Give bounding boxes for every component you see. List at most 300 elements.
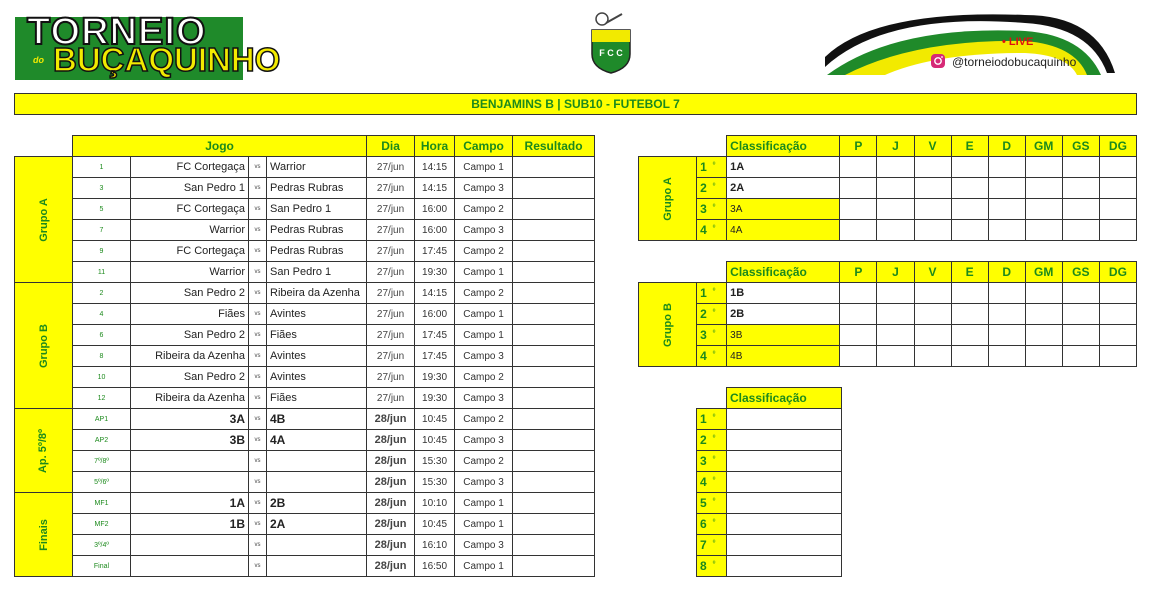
logo-small: do bbox=[33, 55, 44, 65]
game-time: 16:00 bbox=[415, 199, 455, 220]
stat-cell bbox=[1025, 220, 1062, 241]
stat-cell bbox=[1062, 304, 1099, 325]
home-team bbox=[131, 535, 249, 556]
position-cell bbox=[697, 493, 727, 514]
game-result[interactable] bbox=[513, 220, 595, 241]
ordinal-mark: º bbox=[712, 519, 716, 526]
team-name bbox=[727, 535, 842, 556]
away-team: San Pedro 1 bbox=[267, 262, 367, 283]
game-id: Final bbox=[73, 556, 131, 577]
away-team bbox=[267, 556, 367, 577]
stat-cell bbox=[877, 199, 914, 220]
game-id: MF1 bbox=[73, 493, 131, 514]
stat-cell bbox=[1099, 346, 1136, 367]
away-team: San Pedro 1 bbox=[267, 199, 367, 220]
home-team: San Pedro 2 bbox=[131, 283, 249, 304]
game-field: Campo 3 bbox=[455, 220, 513, 241]
home-team: Fiães bbox=[131, 304, 249, 325]
stat-cell bbox=[1062, 178, 1099, 199]
team-name: 2B bbox=[727, 304, 840, 325]
game-time: 10:10 bbox=[415, 493, 455, 514]
vs-label: vs bbox=[249, 388, 267, 409]
header-classificacao: Classificação bbox=[727, 262, 840, 283]
header-d: D bbox=[988, 262, 1025, 283]
game-id: 11 bbox=[73, 262, 131, 283]
game-field: Campo 1 bbox=[455, 493, 513, 514]
stat-cell bbox=[1025, 325, 1062, 346]
table-row bbox=[15, 367, 595, 388]
game-time: 15:30 bbox=[415, 472, 455, 493]
standings-table-group-b bbox=[638, 261, 1137, 367]
club-crest-icon bbox=[588, 10, 634, 74]
home-team: 3B bbox=[131, 430, 249, 451]
table-row bbox=[15, 199, 595, 220]
ordinal-mark: º bbox=[712, 288, 716, 295]
logo-line1: TORNEIO bbox=[27, 11, 207, 53]
game-field: Campo 2 bbox=[455, 283, 513, 304]
stat-cell bbox=[840, 346, 877, 367]
header-spacer bbox=[697, 136, 727, 157]
ordinal-mark: º bbox=[712, 561, 716, 568]
table-row bbox=[15, 241, 595, 262]
ordinal-mark: º bbox=[712, 498, 716, 505]
away-team: Avintes bbox=[267, 367, 367, 388]
game-result[interactable] bbox=[513, 346, 595, 367]
stat-cell bbox=[840, 220, 877, 241]
team-name: 3A bbox=[727, 199, 840, 220]
game-time: 14:15 bbox=[415, 157, 455, 178]
header-p: P bbox=[840, 136, 877, 157]
group-label-text: Grupo B bbox=[37, 323, 50, 368]
stat-cell bbox=[951, 178, 988, 199]
game-field: Campo 3 bbox=[455, 535, 513, 556]
header-spacer bbox=[697, 262, 727, 283]
ordinal-mark: º bbox=[712, 309, 716, 316]
header-spacer bbox=[15, 136, 73, 157]
vs-label: vs bbox=[249, 220, 267, 241]
stat-cell bbox=[877, 346, 914, 367]
table-row bbox=[15, 283, 595, 304]
stat-cell bbox=[1062, 283, 1099, 304]
final-row bbox=[697, 451, 842, 472]
final-row bbox=[697, 514, 842, 535]
game-result[interactable] bbox=[513, 493, 595, 514]
vs-label: vs bbox=[249, 430, 267, 451]
standings-row bbox=[639, 220, 1137, 241]
header-j: J bbox=[877, 136, 914, 157]
position-number: 1 bbox=[700, 286, 707, 300]
table-row bbox=[15, 388, 595, 409]
logo-line2: BUÇAQUINHO bbox=[53, 41, 281, 78]
games-header-row bbox=[15, 136, 595, 157]
away-team: Fiães bbox=[267, 325, 367, 346]
vs-label: vs bbox=[249, 556, 267, 577]
position-cell bbox=[697, 178, 727, 199]
games-table bbox=[14, 135, 595, 577]
standings-row bbox=[639, 178, 1137, 199]
away-team: Ribeira da Azenha bbox=[267, 283, 367, 304]
group-label bbox=[15, 283, 73, 409]
table-row bbox=[15, 346, 595, 367]
stat-cell bbox=[988, 220, 1025, 241]
group-label bbox=[15, 493, 73, 577]
position-cell bbox=[697, 157, 727, 178]
game-result[interactable] bbox=[513, 367, 595, 388]
stat-cell bbox=[988, 199, 1025, 220]
game-time: 17:45 bbox=[415, 241, 455, 262]
position-cell bbox=[697, 535, 727, 556]
stat-cell bbox=[951, 325, 988, 346]
table-row bbox=[15, 493, 595, 514]
tournament-logo bbox=[15, 11, 281, 80]
stat-cell bbox=[988, 178, 1025, 199]
stat-cell bbox=[951, 220, 988, 241]
position-number: 1 bbox=[700, 412, 707, 426]
game-result[interactable] bbox=[513, 283, 595, 304]
game-day: 27/jun bbox=[367, 199, 415, 220]
header-e: E bbox=[951, 136, 988, 157]
live-label: • LIVE bbox=[1002, 36, 1034, 48]
stat-cell bbox=[951, 283, 988, 304]
game-field: Campo 3 bbox=[455, 346, 513, 367]
game-result[interactable] bbox=[513, 241, 595, 262]
stat-cell bbox=[877, 178, 914, 199]
final-ranking-table bbox=[696, 387, 842, 577]
game-result[interactable] bbox=[513, 199, 595, 220]
game-time: 19:30 bbox=[415, 262, 455, 283]
game-time: 16:00 bbox=[415, 220, 455, 241]
away-team: Pedras Rubras bbox=[267, 241, 367, 262]
home-team: FC Cortegaça bbox=[131, 157, 249, 178]
position-cell bbox=[697, 472, 727, 493]
team-name bbox=[727, 451, 842, 472]
game-day: 28/jun bbox=[367, 556, 415, 577]
final-row bbox=[697, 493, 842, 514]
ordinal-mark: º bbox=[712, 456, 716, 463]
game-field: Campo 2 bbox=[455, 409, 513, 430]
group-label-text: Grupo B bbox=[661, 302, 674, 347]
standings-row bbox=[639, 304, 1137, 325]
game-id: 4 bbox=[73, 304, 131, 325]
stat-cell bbox=[914, 325, 951, 346]
game-id: 2 bbox=[73, 283, 131, 304]
table-row bbox=[15, 157, 595, 178]
game-field: Campo 2 bbox=[455, 199, 513, 220]
game-result[interactable] bbox=[513, 556, 595, 577]
game-result[interactable] bbox=[513, 388, 595, 409]
game-field: Campo 2 bbox=[455, 367, 513, 388]
stat-cell bbox=[1099, 157, 1136, 178]
standings-header-row bbox=[639, 136, 1137, 157]
group-label-text: Grupo A bbox=[661, 176, 674, 221]
vs-label: vs bbox=[249, 262, 267, 283]
home-team: San Pedro 2 bbox=[131, 325, 249, 346]
position-cell bbox=[697, 325, 727, 346]
vs-label: vs bbox=[249, 304, 267, 325]
game-day: 28/jun bbox=[367, 535, 415, 556]
vs-label: vs bbox=[249, 199, 267, 220]
game-field: Campo 1 bbox=[455, 157, 513, 178]
away-team bbox=[267, 451, 367, 472]
header-j: J bbox=[877, 262, 914, 283]
table-row bbox=[15, 409, 595, 430]
table-row bbox=[15, 535, 595, 556]
team-name: 4A bbox=[727, 220, 840, 241]
stat-cell bbox=[1062, 199, 1099, 220]
game-field: Campo 3 bbox=[455, 430, 513, 451]
home-team: FC Cortegaça bbox=[131, 199, 249, 220]
standings-row bbox=[639, 283, 1137, 304]
home-team: 3A bbox=[131, 409, 249, 430]
ordinal-mark: º bbox=[712, 204, 716, 211]
game-day: 27/jun bbox=[367, 178, 415, 199]
stat-cell bbox=[840, 283, 877, 304]
game-result[interactable] bbox=[513, 535, 595, 556]
stat-cell bbox=[988, 346, 1025, 367]
group-label-text: Finais bbox=[37, 518, 50, 551]
position-number: 2 bbox=[700, 433, 707, 447]
game-result[interactable] bbox=[513, 451, 595, 472]
stat-cell bbox=[1099, 325, 1136, 346]
standings-row bbox=[639, 199, 1137, 220]
game-id: 9 bbox=[73, 241, 131, 262]
stat-cell bbox=[1099, 178, 1136, 199]
game-day: 27/jun bbox=[367, 157, 415, 178]
position-cell bbox=[697, 346, 727, 367]
game-time: 16:50 bbox=[415, 556, 455, 577]
home-team bbox=[131, 472, 249, 493]
away-team: Fiães bbox=[267, 388, 367, 409]
stat-cell bbox=[914, 199, 951, 220]
stat-cell bbox=[951, 157, 988, 178]
game-field: Campo 2 bbox=[455, 241, 513, 262]
ordinal-mark: º bbox=[712, 225, 716, 232]
stat-cell bbox=[877, 283, 914, 304]
team-name bbox=[727, 472, 842, 493]
game-day: 27/jun bbox=[367, 241, 415, 262]
game-result[interactable] bbox=[513, 430, 595, 451]
team-name: 1B bbox=[727, 283, 840, 304]
vs-label: vs bbox=[249, 157, 267, 178]
stat-cell bbox=[1025, 178, 1062, 199]
vs-label: vs bbox=[249, 283, 267, 304]
stat-cell bbox=[914, 304, 951, 325]
game-result[interactable] bbox=[513, 514, 595, 535]
away-team: Pedras Rubras bbox=[267, 220, 367, 241]
game-day: 27/jun bbox=[367, 367, 415, 388]
stat-cell bbox=[914, 157, 951, 178]
game-day: 27/jun bbox=[367, 388, 415, 409]
away-team bbox=[267, 472, 367, 493]
game-time: 17:45 bbox=[415, 325, 455, 346]
group-label bbox=[15, 157, 73, 283]
header-classificacao: Classificação bbox=[727, 136, 840, 157]
game-result[interactable] bbox=[513, 325, 595, 346]
game-time: 10:45 bbox=[415, 514, 455, 535]
game-id: AP1 bbox=[73, 409, 131, 430]
header-spacer bbox=[639, 262, 697, 283]
game-day: 27/jun bbox=[367, 346, 415, 367]
stat-cell bbox=[988, 283, 1025, 304]
game-day: 28/jun bbox=[367, 493, 415, 514]
stat-cell bbox=[951, 199, 988, 220]
standings-row bbox=[639, 157, 1137, 178]
home-team: Warrior bbox=[131, 220, 249, 241]
game-time: 19:30 bbox=[415, 388, 455, 409]
vs-label: vs bbox=[249, 535, 267, 556]
standings-table-group-a bbox=[638, 135, 1137, 241]
home-team: Ribeira da Azenha bbox=[131, 388, 249, 409]
header-gs: GS bbox=[1062, 136, 1099, 157]
stat-cell bbox=[914, 346, 951, 367]
header-spacer bbox=[697, 388, 727, 409]
team-name bbox=[727, 514, 842, 535]
group-label bbox=[639, 283, 697, 367]
game-id: 7º/8º bbox=[73, 451, 131, 472]
game-result[interactable] bbox=[513, 409, 595, 430]
game-result[interactable] bbox=[513, 472, 595, 493]
game-field: Campo 1 bbox=[455, 304, 513, 325]
stat-cell bbox=[877, 304, 914, 325]
game-time: 17:45 bbox=[415, 346, 455, 367]
game-result[interactable] bbox=[513, 304, 595, 325]
game-id: 5º/6º bbox=[73, 472, 131, 493]
header-d: D bbox=[988, 136, 1025, 157]
team-name: 4B bbox=[727, 346, 840, 367]
game-result[interactable] bbox=[513, 157, 595, 178]
game-field: Campo 1 bbox=[455, 325, 513, 346]
game-id: MF2 bbox=[73, 514, 131, 535]
header-resultado: Resultado bbox=[513, 136, 595, 157]
game-time: 14:15 bbox=[415, 178, 455, 199]
position-number: 4 bbox=[700, 349, 707, 363]
away-team: 4A bbox=[267, 430, 367, 451]
stat-cell bbox=[951, 346, 988, 367]
game-field: Campo 3 bbox=[455, 472, 513, 493]
game-day: 27/jun bbox=[367, 283, 415, 304]
position-cell bbox=[697, 514, 727, 535]
game-day: 27/jun bbox=[367, 304, 415, 325]
game-time: 15:30 bbox=[415, 451, 455, 472]
stat-cell bbox=[951, 304, 988, 325]
standings-header-row bbox=[639, 262, 1137, 283]
position-cell bbox=[697, 409, 727, 430]
standings-row bbox=[639, 325, 1137, 346]
game-id: 3 bbox=[73, 178, 131, 199]
game-time: 16:00 bbox=[415, 304, 455, 325]
home-team: 1A bbox=[131, 493, 249, 514]
game-field: Campo 3 bbox=[455, 178, 513, 199]
game-id: 8 bbox=[73, 346, 131, 367]
table-row bbox=[15, 262, 595, 283]
stat-cell bbox=[914, 178, 951, 199]
header-spacer bbox=[639, 136, 697, 157]
position-number: 1 bbox=[700, 160, 707, 174]
header-dia: Dia bbox=[367, 136, 415, 157]
group-label-text: Grupo A bbox=[37, 197, 50, 242]
position-cell bbox=[697, 220, 727, 241]
stat-cell bbox=[914, 283, 951, 304]
category-title: BENJAMINS B | SUB10 - FUTEBOL 7 bbox=[14, 93, 1137, 115]
position-cell bbox=[697, 430, 727, 451]
home-team bbox=[131, 556, 249, 577]
header-campo: Campo bbox=[455, 136, 513, 157]
game-field: Campo 1 bbox=[455, 556, 513, 577]
standings-row bbox=[639, 346, 1137, 367]
group-label-text: Ap. 5º/8º bbox=[37, 428, 50, 473]
position-number: 2 bbox=[700, 181, 707, 195]
ordinal-mark: º bbox=[712, 351, 716, 358]
stat-cell bbox=[840, 157, 877, 178]
vs-label: vs bbox=[249, 514, 267, 535]
final-row bbox=[697, 430, 842, 451]
stat-cell bbox=[1099, 304, 1136, 325]
home-team: FC Cortegaça bbox=[131, 241, 249, 262]
final-row bbox=[697, 535, 842, 556]
game-id: 5 bbox=[73, 199, 131, 220]
vs-label: vs bbox=[249, 409, 267, 430]
stat-cell bbox=[1025, 199, 1062, 220]
position-cell bbox=[697, 451, 727, 472]
stat-cell bbox=[840, 199, 877, 220]
position-cell bbox=[697, 556, 727, 577]
header-jogo: Jogo bbox=[73, 136, 367, 157]
stat-cell bbox=[840, 325, 877, 346]
table-row bbox=[15, 472, 595, 493]
final-row bbox=[697, 409, 842, 430]
away-team: Pedras Rubras bbox=[267, 178, 367, 199]
header-gm: GM bbox=[1025, 262, 1062, 283]
game-time: 10:45 bbox=[415, 409, 455, 430]
team-name: 2A bbox=[727, 178, 840, 199]
header-v: V bbox=[914, 136, 951, 157]
away-team bbox=[267, 535, 367, 556]
stat-cell bbox=[1062, 346, 1099, 367]
game-id: 7 bbox=[73, 220, 131, 241]
group-label bbox=[15, 409, 73, 493]
game-field: Campo 1 bbox=[455, 262, 513, 283]
vs-label: vs bbox=[249, 493, 267, 514]
vs-label: vs bbox=[249, 178, 267, 199]
stat-cell bbox=[988, 304, 1025, 325]
vs-label: vs bbox=[249, 241, 267, 262]
game-id: 10 bbox=[73, 367, 131, 388]
game-day: 27/jun bbox=[367, 220, 415, 241]
stat-cell bbox=[1025, 157, 1062, 178]
header-classificacao: Classificação bbox=[727, 388, 842, 409]
game-result[interactable] bbox=[513, 262, 595, 283]
final-header-row bbox=[697, 388, 842, 409]
crest-text: F C C bbox=[599, 48, 623, 58]
game-time: 10:45 bbox=[415, 430, 455, 451]
position-number: 5 bbox=[700, 496, 707, 510]
position-number: 3 bbox=[700, 202, 707, 216]
stat-cell bbox=[1025, 283, 1062, 304]
group-label bbox=[639, 157, 697, 241]
away-team: Avintes bbox=[267, 346, 367, 367]
instagram-handle[interactable]: @torneiodobucaquinho bbox=[952, 55, 1077, 69]
instagram-icon[interactable] bbox=[930, 53, 946, 69]
team-name bbox=[727, 556, 842, 577]
table-row bbox=[15, 451, 595, 472]
header-gm: GM bbox=[1025, 136, 1062, 157]
stat-cell bbox=[988, 325, 1025, 346]
game-id: 6 bbox=[73, 325, 131, 346]
position-number: 7 bbox=[700, 538, 707, 552]
game-day: 28/jun bbox=[367, 409, 415, 430]
final-row bbox=[697, 472, 842, 493]
game-result[interactable] bbox=[513, 178, 595, 199]
